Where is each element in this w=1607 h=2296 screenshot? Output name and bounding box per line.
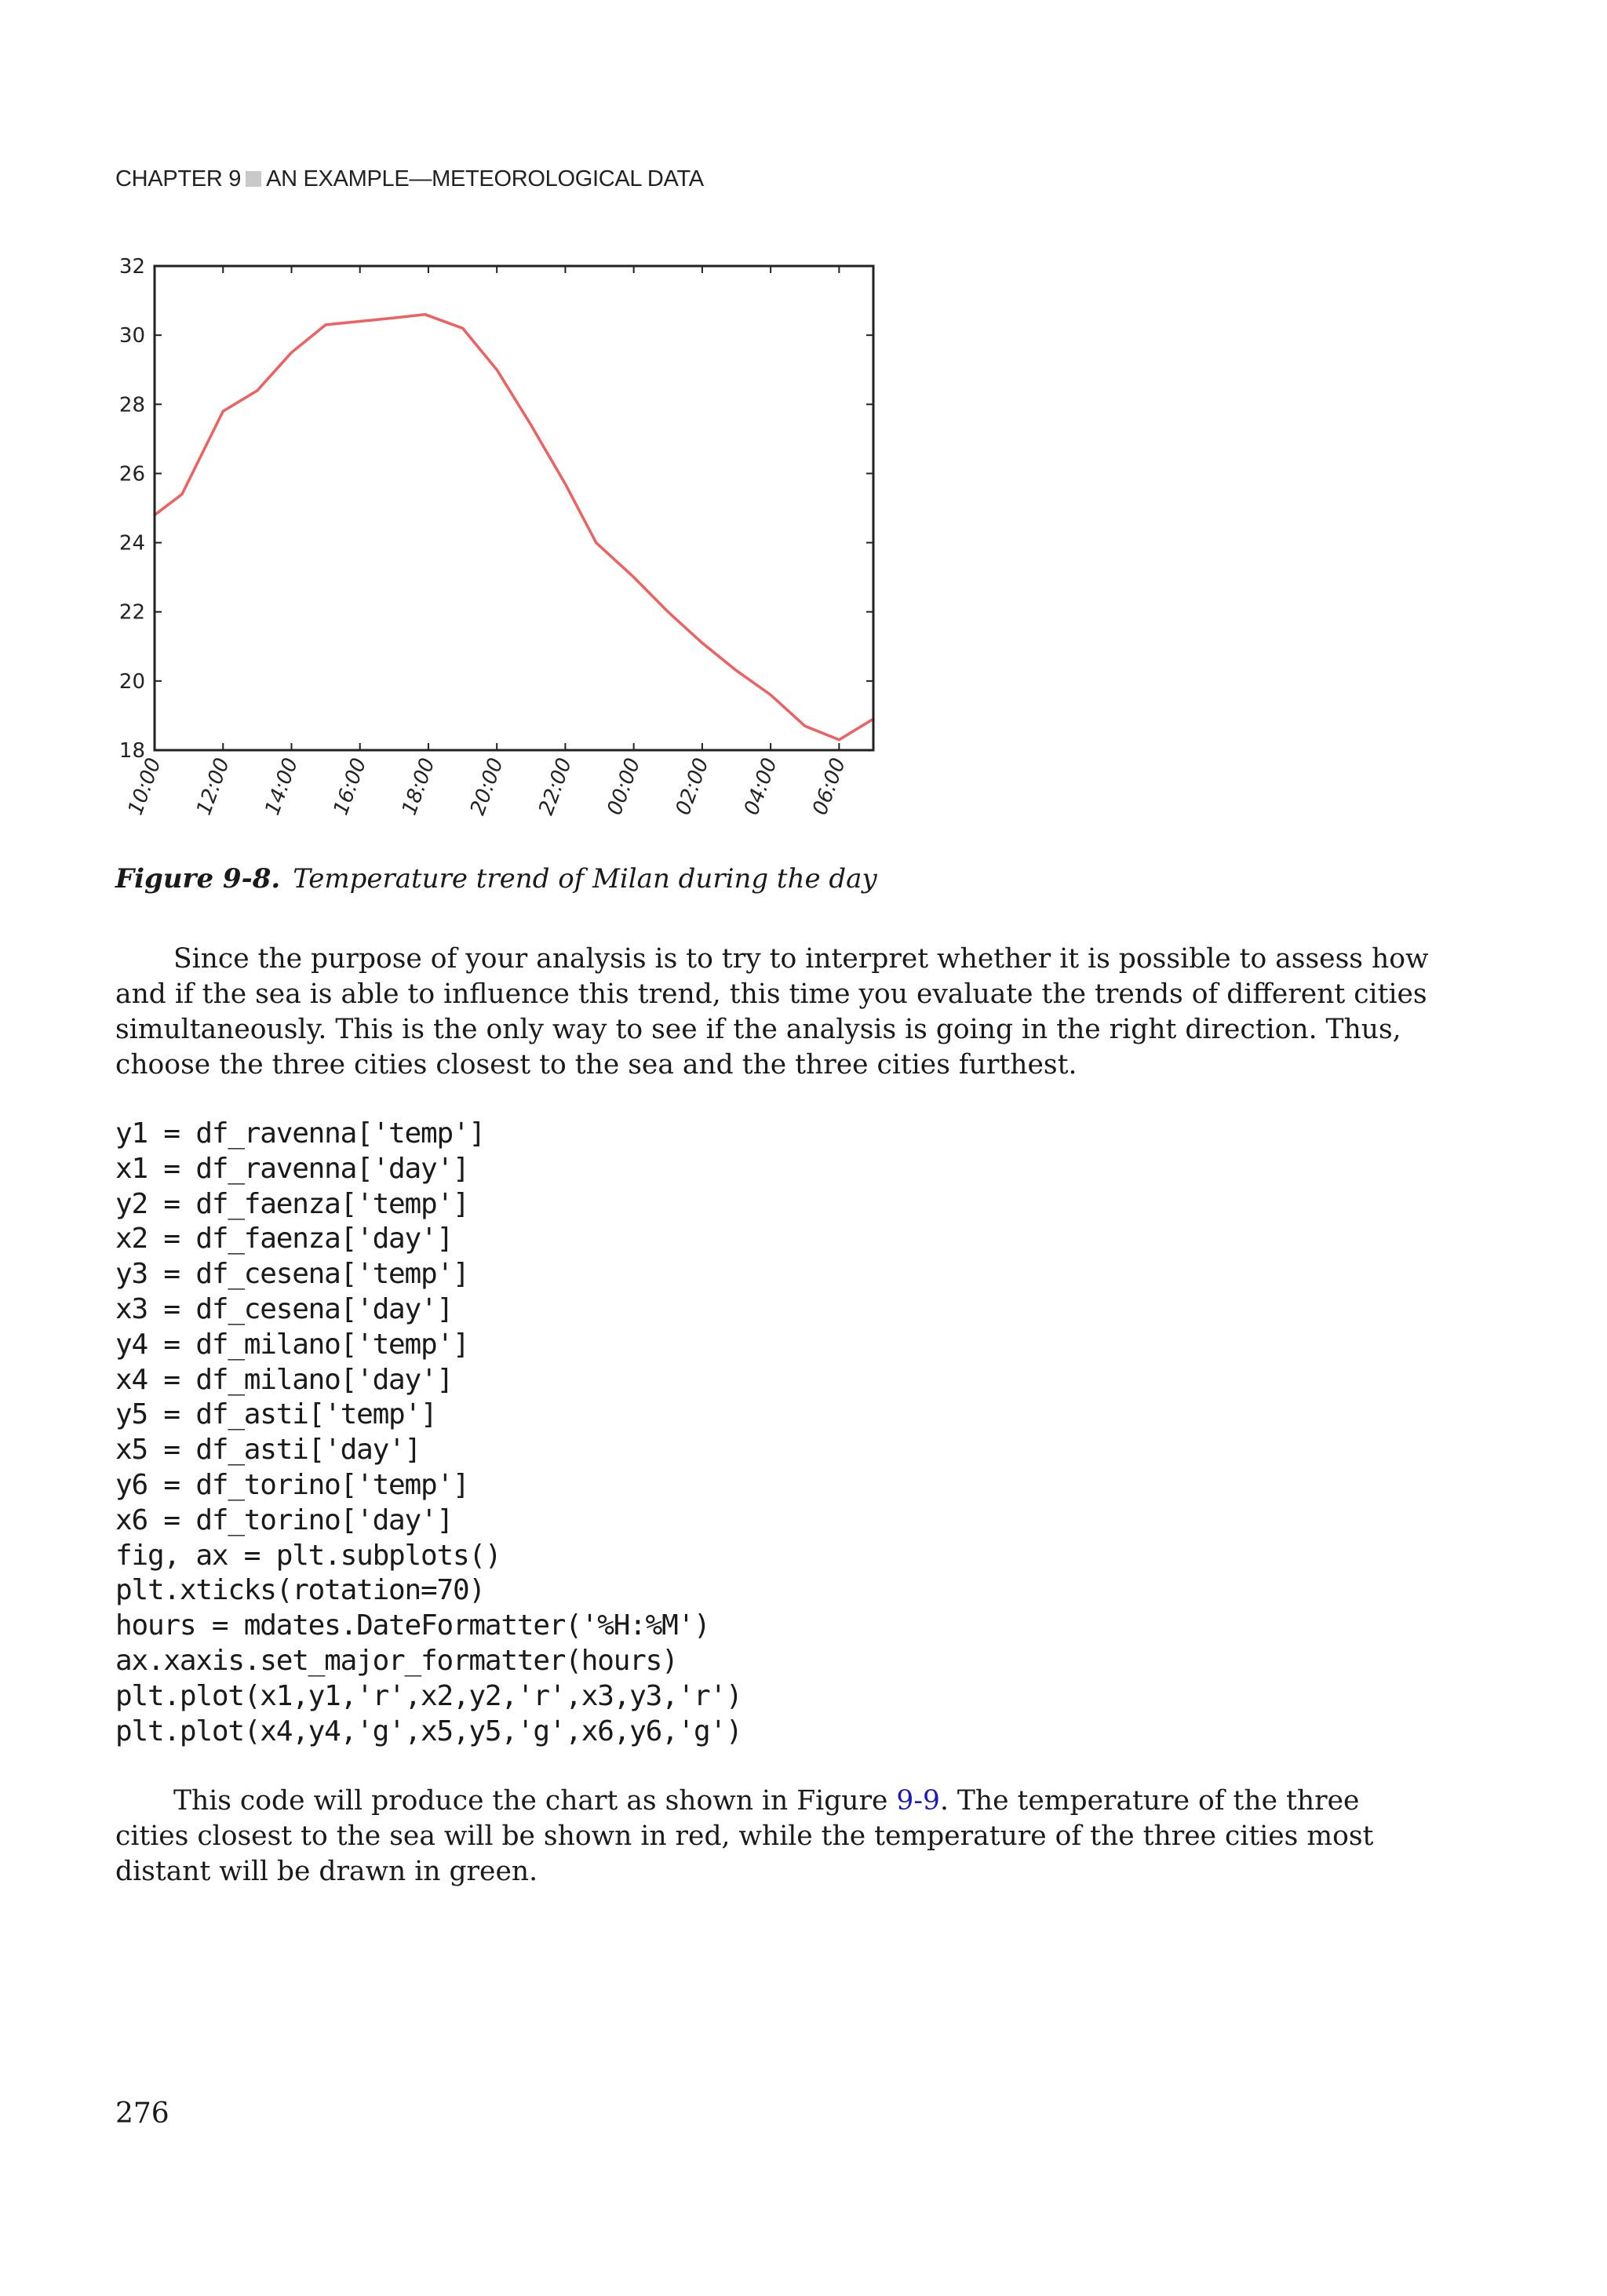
data-point xyxy=(564,483,566,484)
y-tick-label: 28 xyxy=(118,393,145,417)
code-line: hours = mdates.DateFormatter('%H:%M') xyxy=(115,1609,710,1642)
code-block xyxy=(115,1117,742,1749)
data-point xyxy=(838,739,840,741)
x-tick-label: 14:00 xyxy=(261,755,304,818)
code-line: x5 = df_asti['day'] xyxy=(115,1434,421,1467)
code-line: y3 = df_cesena['temp'] xyxy=(115,1258,469,1291)
chapter-title: AN EXAMPLE—METEOROLOGICAL DATA xyxy=(266,166,704,191)
separator-square-icon xyxy=(246,171,261,187)
chapter-label: CHAPTER 9 xyxy=(115,166,242,191)
y-tick-label: 32 xyxy=(118,255,145,279)
code-line: x1 = df_ravenna['day'] xyxy=(115,1152,469,1185)
figure-9-9-link[interactable]: 9-9 xyxy=(896,1785,940,1817)
code-line: x2 = df_faenza['day'] xyxy=(115,1223,453,1256)
data-point xyxy=(735,669,737,671)
code-line: y1 = df_ravenna['temp'] xyxy=(115,1117,485,1150)
y-tick-label: 20 xyxy=(118,669,145,694)
series-line-milano xyxy=(155,315,873,740)
y-tick-label: 24 xyxy=(118,531,145,556)
code-line: x4 = df_milano['day'] xyxy=(115,1363,453,1396)
code-line: y4 = df_milano['temp'] xyxy=(115,1328,469,1361)
data-point xyxy=(290,352,292,353)
y-tick-label: 30 xyxy=(118,324,145,348)
code-line: y5 = df_asti['temp'] xyxy=(115,1398,437,1431)
data-point xyxy=(701,642,703,643)
data-point xyxy=(257,389,258,391)
figure-caption xyxy=(115,863,877,895)
x-tick-label: 02:00 xyxy=(671,755,714,818)
code-line: x6 = df_torino['day'] xyxy=(115,1503,453,1536)
code-line: plt.plot(x4,y4,'g',x5,y5,'g',x6,y6,'g') xyxy=(115,1715,742,1748)
x-tick-label: 12:00 xyxy=(191,755,235,818)
data-point xyxy=(530,425,532,426)
data-point xyxy=(461,327,463,329)
body-paragraph: Since the purpose of your analysis is to try to interpret whether it is possible to assess how and if the sea is able to influence this trend, this time you evaluate the trends of different cities simultaneously. This is the only way to see if the analysis is going in the right direction. Thus, choose the three cities closest to the sea and the three cities furthest. xyxy=(115,943,1429,1081)
x-tick-label: 20:00 xyxy=(465,755,508,818)
data-point xyxy=(181,494,183,495)
paragraph-text-before: This code will produce the chart as shown in Figure xyxy=(173,1785,897,1817)
code-line: x3 = df_cesena['day'] xyxy=(115,1292,453,1325)
y-tick-label: 22 xyxy=(118,600,145,625)
data-point xyxy=(424,314,425,315)
data-point xyxy=(222,410,224,412)
y-tick-label: 18 xyxy=(118,739,145,763)
x-tick-label: 18:00 xyxy=(397,755,440,818)
x-tick-label: 22:00 xyxy=(534,755,578,818)
data-point xyxy=(804,725,806,727)
data-point xyxy=(770,694,771,695)
page-number: 276 xyxy=(115,2097,169,2130)
code-line: y6 = df_torino['temp'] xyxy=(115,1468,469,1501)
data-point xyxy=(393,317,395,319)
data-point xyxy=(667,611,669,613)
x-tick-label: 00:00 xyxy=(603,755,646,818)
code-line: ax.xaxis.set_major_formatter(hours) xyxy=(115,1644,678,1677)
x-tick-label: 06:00 xyxy=(808,755,851,818)
body-paragraph-2 xyxy=(115,1784,1434,1890)
running-head xyxy=(115,166,704,192)
data-point xyxy=(632,576,634,578)
temperature-line-chart xyxy=(110,247,895,840)
paragraph-text-after: . The temperature of the three cities closest to the sea will be shown in red, while the temperature of the three cities most distant will be drawn in green. xyxy=(115,1785,1374,1887)
data-point xyxy=(359,320,361,322)
x-tick-label: 10:00 xyxy=(123,755,166,818)
figure-label: Figure 9-8. xyxy=(115,863,281,895)
x-tick-label: 16:00 xyxy=(329,755,372,818)
code-line: plt.plot(x1,y1,'r',x2,y2,'r',x3,y3,'r') xyxy=(115,1679,742,1712)
code-line: plt.xticks(rotation=70) xyxy=(115,1574,485,1607)
y-tick-label: 26 xyxy=(118,462,145,487)
code-line: fig, ax = plt.subplots() xyxy=(115,1539,501,1572)
plot-frame xyxy=(155,266,873,750)
figure-caption-text: Temperature trend of Milan during the day xyxy=(293,863,877,895)
x-tick-label: 04:00 xyxy=(739,755,782,818)
data-point xyxy=(595,541,596,543)
code-line: y2 = df_faenza['temp'] xyxy=(115,1187,469,1220)
data-point xyxy=(325,324,326,326)
data-point xyxy=(496,369,497,370)
